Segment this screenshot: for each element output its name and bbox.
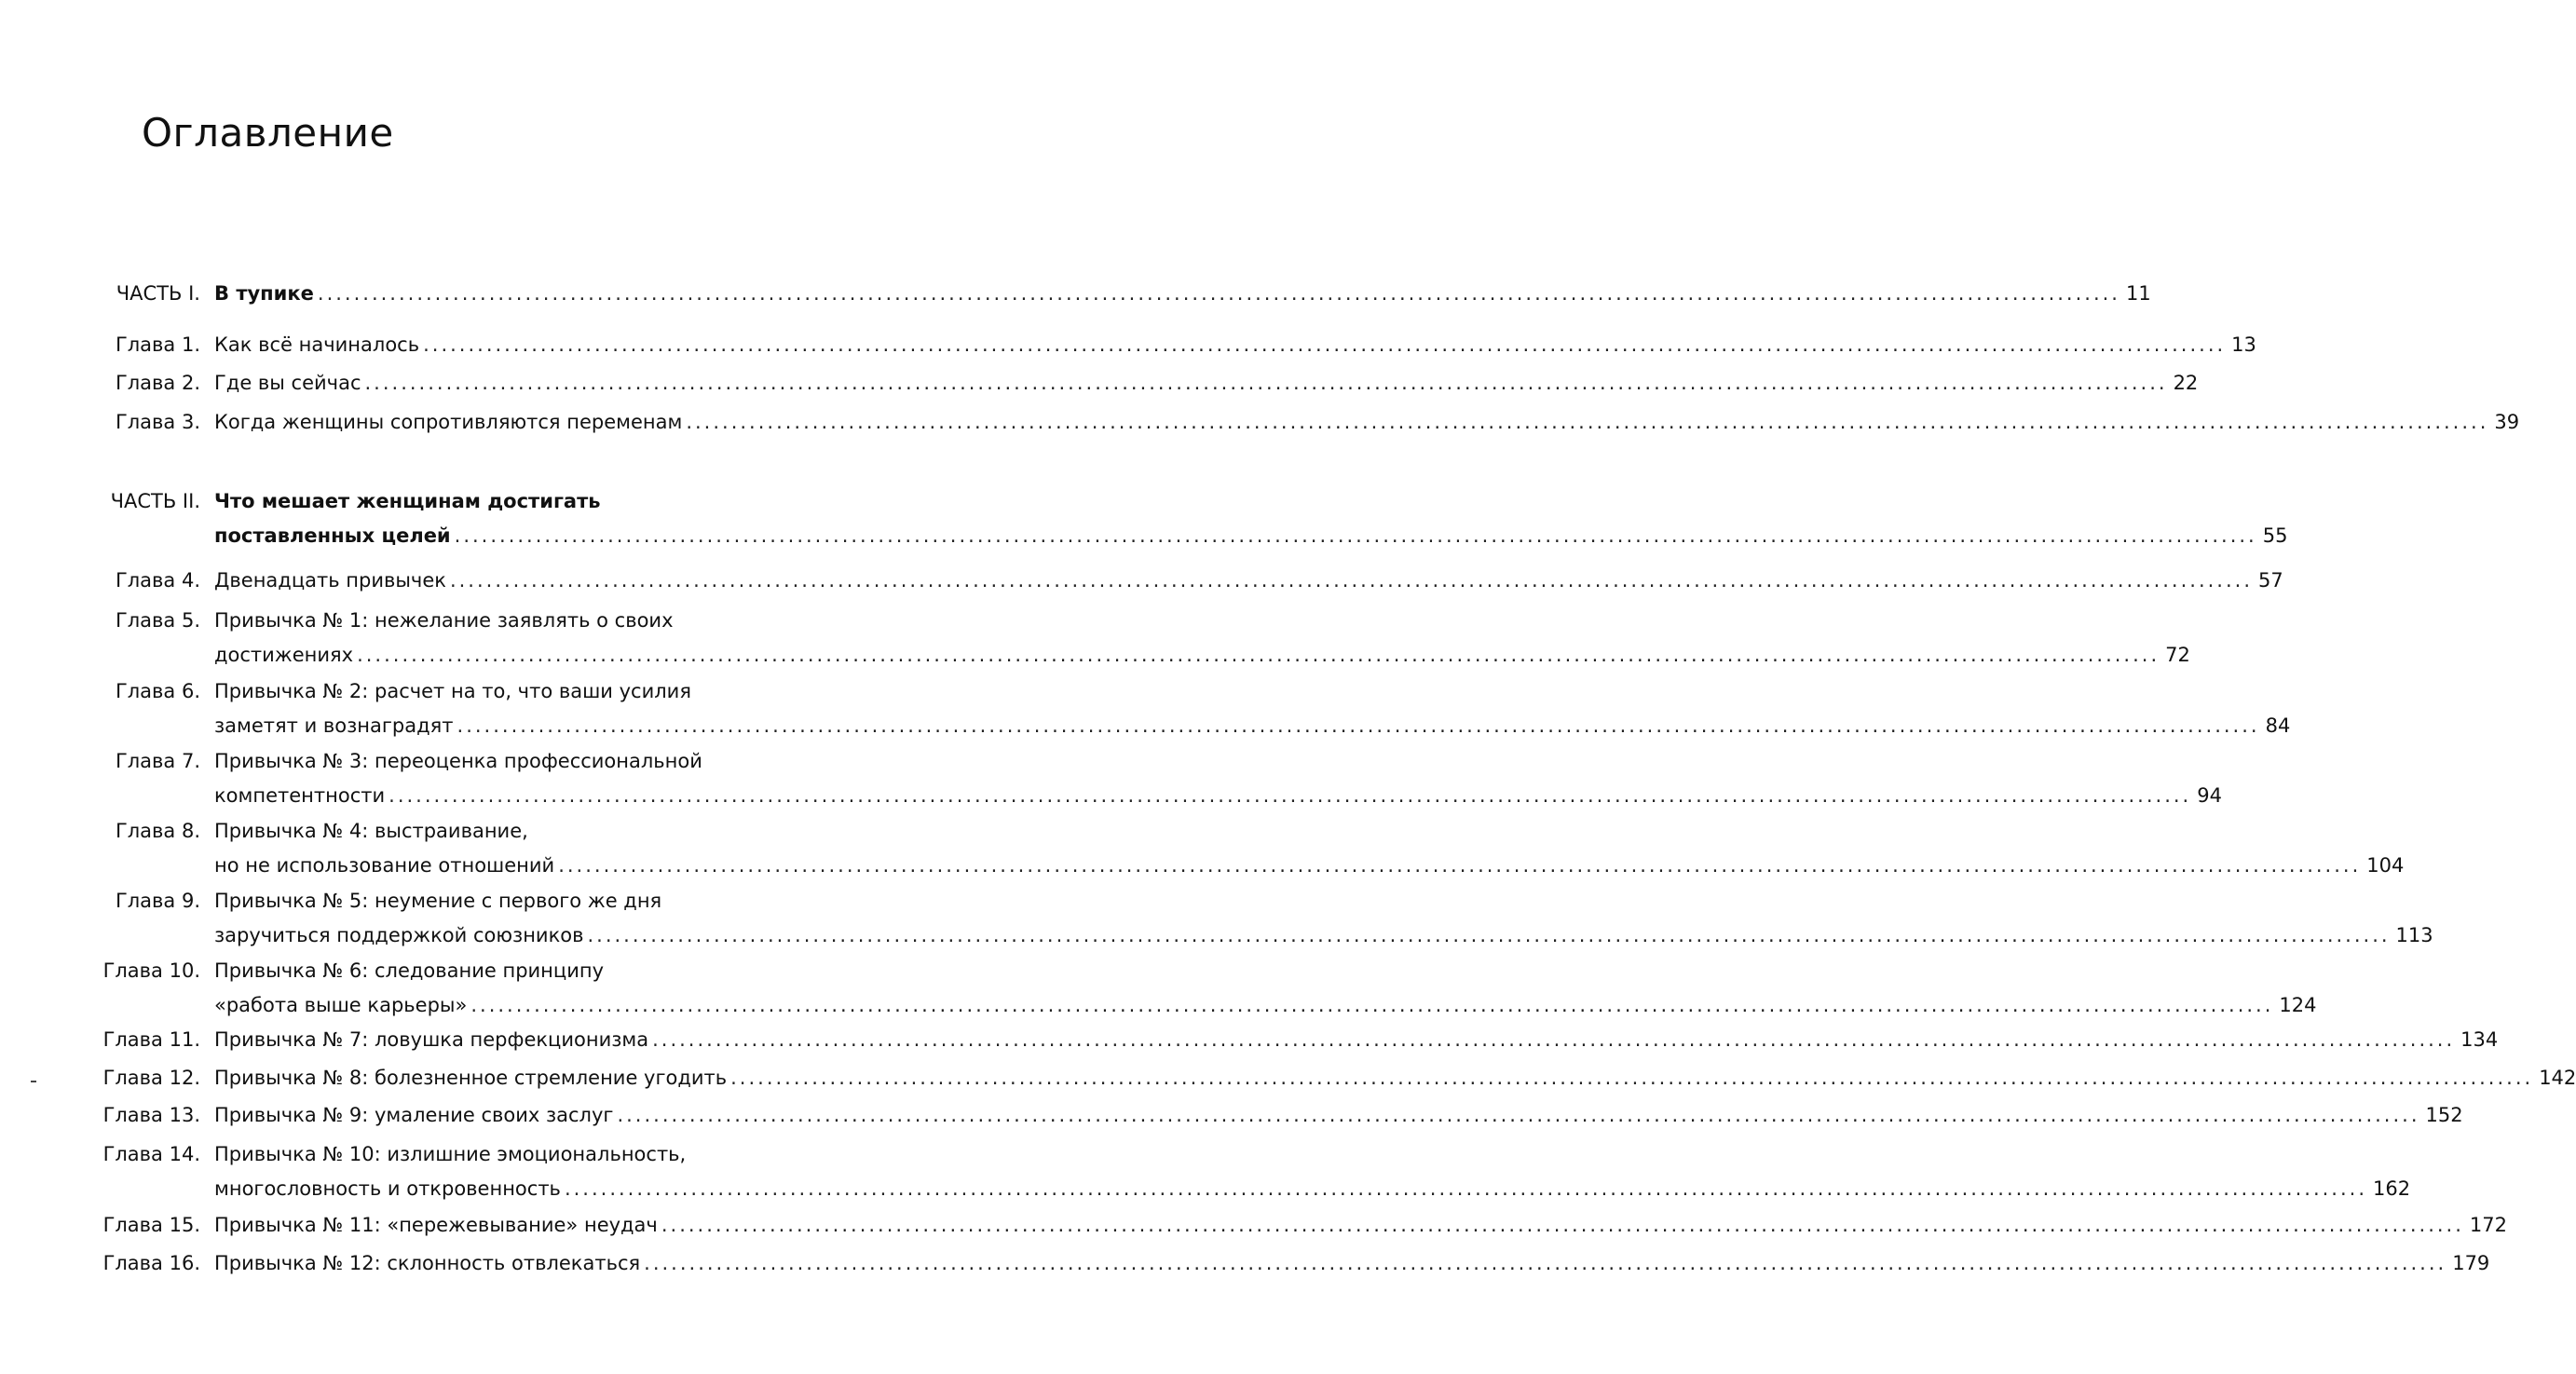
- part-label: ЧАСТЬ I.: [116, 282, 200, 305]
- dot-leader: ........................................................................................................................................................................................................: [686, 411, 2489, 433]
- page-number: 11: [2125, 282, 2151, 305]
- chapter-label: Глава 6.: [115, 680, 200, 702]
- chapter-label: Глава 4.: [115, 569, 200, 592]
- chapter-label: Глава 10.: [102, 959, 200, 982]
- page-number: 134: [2460, 1028, 2499, 1051]
- chapter-label: Глава 16.: [102, 1252, 200, 1274]
- entry-title-line: В тупике: [214, 282, 314, 305]
- dot-leader: ........................................................................................................................................................................................................: [558, 854, 2362, 877]
- entry-title-line: Привычка № 3: переоценка профессиональной: [214, 750, 702, 772]
- chapter-label: Глава 8.: [115, 820, 200, 842]
- page-number: 84: [2265, 714, 2291, 737]
- dot-leader: ........................................................................................................................................................................................................: [587, 924, 2391, 946]
- entry-title-line: Привычка № 9: умаление своих заслуг: [214, 1104, 614, 1126]
- entry-title-line: заручиться поддержкой союзников: [214, 924, 584, 946]
- dot-leader: ........................................................................................................................................................................................................: [449, 569, 2254, 592]
- page-number: 94: [2197, 784, 2222, 807]
- entry-title-line: достижениях: [214, 644, 354, 666]
- entry-title-line: Привычка № 11: «пережевывание» неудач: [214, 1214, 658, 1236]
- dot-leader: ........................................................................................................................................................................................................: [457, 714, 2260, 737]
- dot-leader: ........................................................................................................................................................................................................: [317, 282, 2120, 305]
- page-number: 57: [2258, 569, 2283, 592]
- entry-title-line: Что мешает женщинам достигать: [214, 490, 601, 512]
- entry-title-line: Привычка № 4: выстраивание,: [214, 820, 528, 842]
- page-number: 22: [2173, 372, 2199, 394]
- page-number: 104: [2366, 854, 2405, 877]
- page-number: 113: [2395, 924, 2433, 946]
- dot-leader: ........................................................................................................................................................................................................: [730, 1067, 2534, 1089]
- part-label: ЧАСТЬ II.: [110, 490, 200, 512]
- page-number: 13: [2231, 333, 2256, 356]
- dot-leader: ........................................................................................................................................................................................................: [388, 784, 2192, 807]
- chapter-label: Глава 15.: [102, 1214, 200, 1236]
- entry-title-line: Привычка № 10: излишние эмоциональность,: [214, 1143, 687, 1165]
- chapter-label: Глава 12.: [102, 1067, 200, 1089]
- page-title: Оглавление: [142, 110, 394, 156]
- chapter-label: Глава 11.: [102, 1028, 200, 1051]
- dot-leader: ........................................................................................................................................................................................................: [470, 994, 2274, 1016]
- chapter-label: Глава 7.: [115, 750, 200, 772]
- page-number: 179: [2452, 1252, 2490, 1274]
- dot-leader: ........................................................................................................................................................................................................: [652, 1028, 2456, 1051]
- entry-title-line: Когда женщины сопротивляются переменам: [214, 411, 683, 433]
- dot-leader: ........................................................................................................................................................................................................: [357, 644, 2160, 666]
- entry-title-line: «работа выше карьеры»: [214, 994, 468, 1016]
- chapter-label: Глава 9.: [115, 890, 200, 912]
- entry-title-line: заметят и вознаградят: [214, 714, 454, 737]
- entry-title-line: Привычка № 6: следование принципу: [214, 959, 605, 982]
- chapter-label: Глава 3.: [115, 411, 200, 433]
- entry-title-line: Привычка № 8: болезненное стремление угодить: [214, 1067, 728, 1089]
- dot-leader: ........................................................................................................................................................................................................: [454, 524, 2257, 547]
- dot-leader: ........................................................................................................................................................................................................: [364, 372, 2168, 394]
- chapter-label: Глава 14.: [102, 1143, 200, 1165]
- entry-title-line: но не использование отношений: [214, 854, 555, 877]
- entry-title-line: Привычка № 12: склонность отвлекаться: [214, 1252, 641, 1274]
- dot-leader: ........................................................................................................................................................................................................: [644, 1252, 2447, 1274]
- entry-title-line: многословность и откровенность: [214, 1177, 561, 1200]
- entry-title-line: Двенадцать привычек: [214, 569, 446, 592]
- page-number: 124: [2279, 994, 2317, 1016]
- page-number: 55: [2262, 524, 2288, 547]
- page-number: 172: [2469, 1214, 2507, 1236]
- dot-leader: ........................................................................................................................................................................................................: [423, 333, 2227, 356]
- entry-title-line: Где вы сейчас: [214, 372, 361, 394]
- entry-title-line: Привычка № 7: ловушка перфекционизма: [214, 1028, 649, 1051]
- entry-title-line: поставленных целей: [214, 524, 451, 547]
- entry-title-line: Привычка № 5: неумение с первого же дня: [214, 890, 662, 912]
- entry-title-line: Как всё начиналось: [214, 333, 420, 356]
- chapter-label: Глава 5.: [115, 609, 200, 632]
- dot-leader: ........................................................................................................................................................................................................: [617, 1104, 2420, 1126]
- dot-leader: ........................................................................................................................................................................................................: [661, 1214, 2464, 1236]
- entry-title-line: Привычка № 1: нежелание заявлять о своих: [214, 609, 674, 632]
- entry-title-line: Привычка № 2: расчет на то, что ваши усилия: [214, 680, 691, 702]
- page-number: 72: [2165, 644, 2190, 666]
- entry-title-line: компетентности: [214, 784, 386, 807]
- page-number: 152: [2425, 1104, 2463, 1126]
- page-number: 162: [2373, 1177, 2411, 1200]
- chapter-label: Глава 1.: [115, 333, 200, 356]
- page-number: 39: [2494, 411, 2520, 433]
- dot-leader: ........................................................................................................................................................................................................: [564, 1177, 2367, 1200]
- chapter-label: Глава 13.: [102, 1104, 200, 1126]
- chapter-label: Глава 2.: [115, 372, 200, 394]
- page-number: 142: [2539, 1067, 2576, 1089]
- scan-speck: [31, 1081, 36, 1082]
